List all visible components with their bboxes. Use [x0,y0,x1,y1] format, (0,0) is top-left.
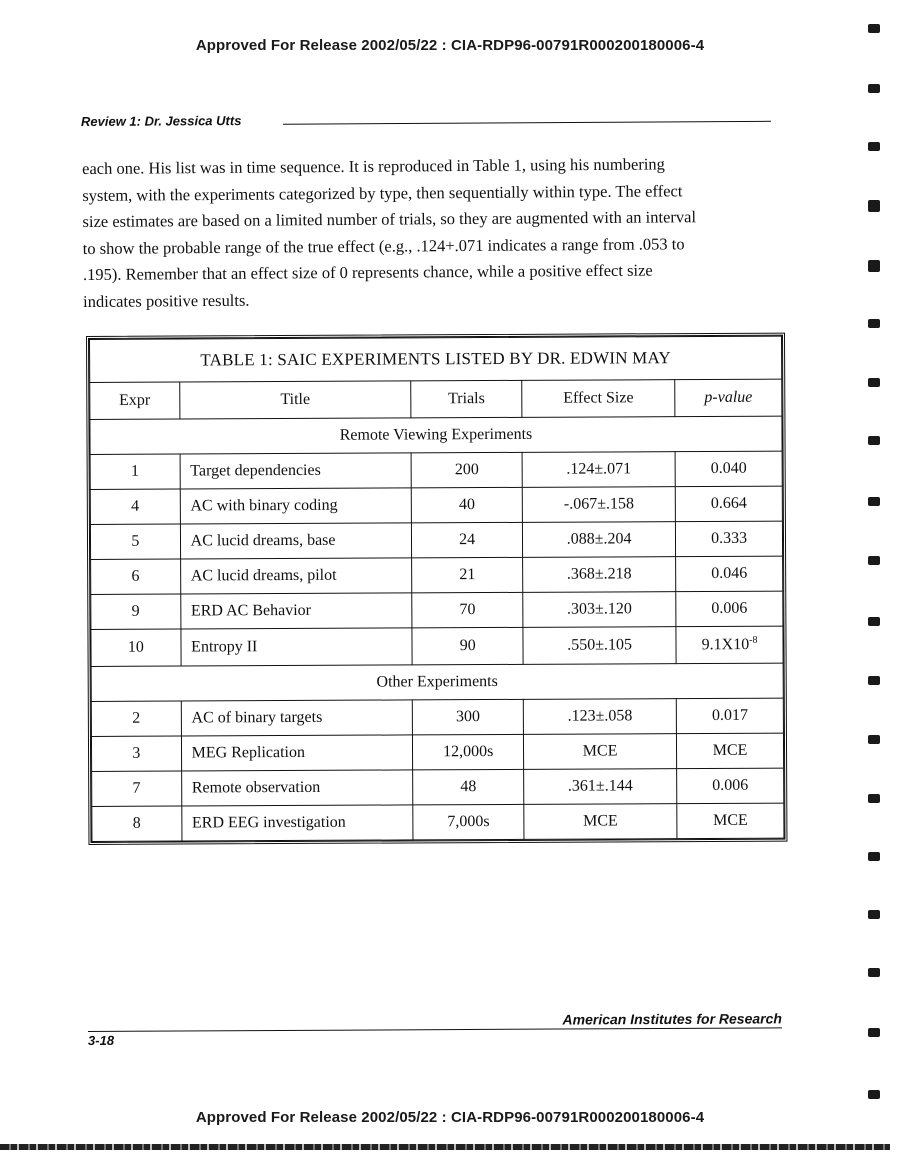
running-head [81,108,771,136]
binding-hole-mark [868,260,880,272]
cell-p-value: 0.017 [676,698,783,734]
cell-title: MEG Replication [181,735,413,771]
table-row [91,698,783,736]
cell-trials: 48 [413,769,524,805]
binding-hole-mark [868,319,880,328]
cell-title: AC lucid dreams, base [180,523,412,559]
cell-title: AC of binary targets [181,700,413,736]
binding-holes [868,0,890,1165]
header-effect-size: Effect Size [522,380,675,418]
running-head-rule [283,121,771,125]
binding-hole-mark [868,968,880,977]
cell-p-value: MCE [677,733,784,769]
cell-effect-size: .361±.144 [524,769,677,805]
table-row [90,486,782,524]
table-row [90,521,782,559]
cell-title: ERD AC Behavior [180,593,412,629]
section-heading: Other Experiments [91,663,783,701]
binding-hole-mark [868,556,880,565]
cell-p-value: 0.006 [677,768,784,804]
header-expr: Expr [90,382,180,419]
binding-hole-mark [868,735,880,744]
cell-effect-size: .124±.071 [522,452,675,488]
cell-p-value: MCE [677,803,784,839]
binding-hole-mark [868,142,880,151]
cell-p-value: 0.040 [675,451,782,487]
cell-trials: 70 [412,592,523,628]
paragraph-line: each one. His list was in time sequence. It is reproduced in Table 1, using his numbering [82,154,665,178]
header-p-value: p-value [675,379,782,417]
header-title: Title [179,381,411,419]
release-stamp-top: Approved For Release 2002/05/22 : CIA-RDP96-00791R000200180006-4 [195,37,705,54]
running-head-text: Review 1: Dr. Jessica Utts [80,113,242,129]
table-row [90,451,782,489]
footer-organization: American Institutes for Research [562,1010,782,1028]
cell-effect-size: .303±.120 [523,592,676,628]
cell-title: ERD EEG investigation [181,805,413,841]
experiments-table [86,333,787,845]
binding-hole-mark [868,852,880,861]
cell-expr: 5 [90,524,180,559]
release-stamp-bottom: Approved For Release 2002/05/22 : CIA-RDP96-00791R000200180006-4 [195,1109,705,1126]
cell-p-value [676,626,783,664]
binding-hole-mark [868,1028,880,1037]
cell-expr: 4 [90,489,180,524]
cell-trials: 40 [412,487,523,523]
page-number: 3-18 [87,1032,115,1048]
table-row [91,556,783,594]
cell-expr: 9 [91,594,181,629]
cell-title: Remote observation [181,770,413,806]
cell-expr: 7 [92,771,182,806]
binding-hole-mark [868,794,880,803]
cell-title: AC with binary coding [180,488,412,524]
cell-trials: 12,000s [413,734,524,770]
cell-expr: 10 [91,629,181,666]
cell-effect-size: MCE [523,734,676,770]
table-row [91,626,783,666]
cell-title: Target dependencies [180,453,412,489]
binding-hole-mark [868,84,880,93]
page-footer [87,1010,782,1050]
binding-hole-mark [868,200,880,212]
p-value-exponent: -8 [749,635,758,647]
binding-hole-mark [868,24,880,33]
paragraph-line: to show the probable range of the true effect (e.g., .124+.071 indicates a range from .053 to [82,233,685,258]
binding-hole-mark [868,378,880,387]
cell-title: AC lucid dreams, pilot [180,558,412,594]
table-caption: TABLE 1: SAIC EXPERIMENTS LISTED BY DR. EDWIN MAY [90,336,782,382]
paragraph-line: size estimates are based on a limited number of trials, so they are augmented with an interval [82,207,697,231]
cell-trials: 300 [413,699,524,735]
binding-hole-mark [868,676,880,685]
table-row [91,591,783,629]
cell-title: Entropy II [181,628,413,666]
body-paragraph [82,151,763,315]
cell-effect-size: .550±.105 [523,627,676,665]
binding-hole-mark [868,1090,880,1099]
cell-expr: 3 [91,736,181,771]
cell-trials: 200 [411,452,522,488]
cell-trials: 7,000s [413,804,524,840]
binding-hole-mark [868,497,880,506]
cell-expr: 2 [91,701,181,736]
cell-effect-size: MCE [524,804,677,840]
cell-trials: 90 [412,627,523,665]
table-row [92,803,784,841]
p-value-base: 9.1X10 [701,636,750,654]
binding-hole-mark [868,436,880,445]
cell-effect-size: .088±.204 [522,522,675,558]
footer-rule [88,1027,782,1032]
cell-trials: 24 [412,522,523,558]
section-heading: Remote Viewing Experiments [90,416,782,454]
header-trials: Trials [411,380,522,418]
cell-expr: 6 [91,559,181,594]
paragraph-line: system, with the experiments categorized by type, then sequentially within type. The effect [82,180,683,205]
cell-p-value: 0.333 [676,521,783,557]
cell-effect-size: .123±.058 [523,699,676,735]
scan-edge-strip [0,1144,890,1150]
table-row [91,733,783,771]
cell-effect-size: -.067±.158 [522,487,675,523]
cell-effect-size: .368±.218 [523,557,676,593]
table-row [92,768,784,806]
cell-p-value: 0.046 [676,556,783,592]
cell-expr: 1 [90,454,180,489]
cell-p-value: 0.664 [675,486,782,522]
paragraph-line: .195). Remember that an effect size of 0 represents chance, while a positive effect size [82,260,653,284]
cell-trials: 21 [412,557,523,593]
table-header-row [90,379,782,419]
binding-hole-mark [868,617,880,626]
binding-hole-mark [868,910,880,919]
cell-expr: 8 [92,806,182,841]
cell-p-value: 0.006 [676,591,783,627]
paragraph-line: indicates positive results. [83,290,250,311]
